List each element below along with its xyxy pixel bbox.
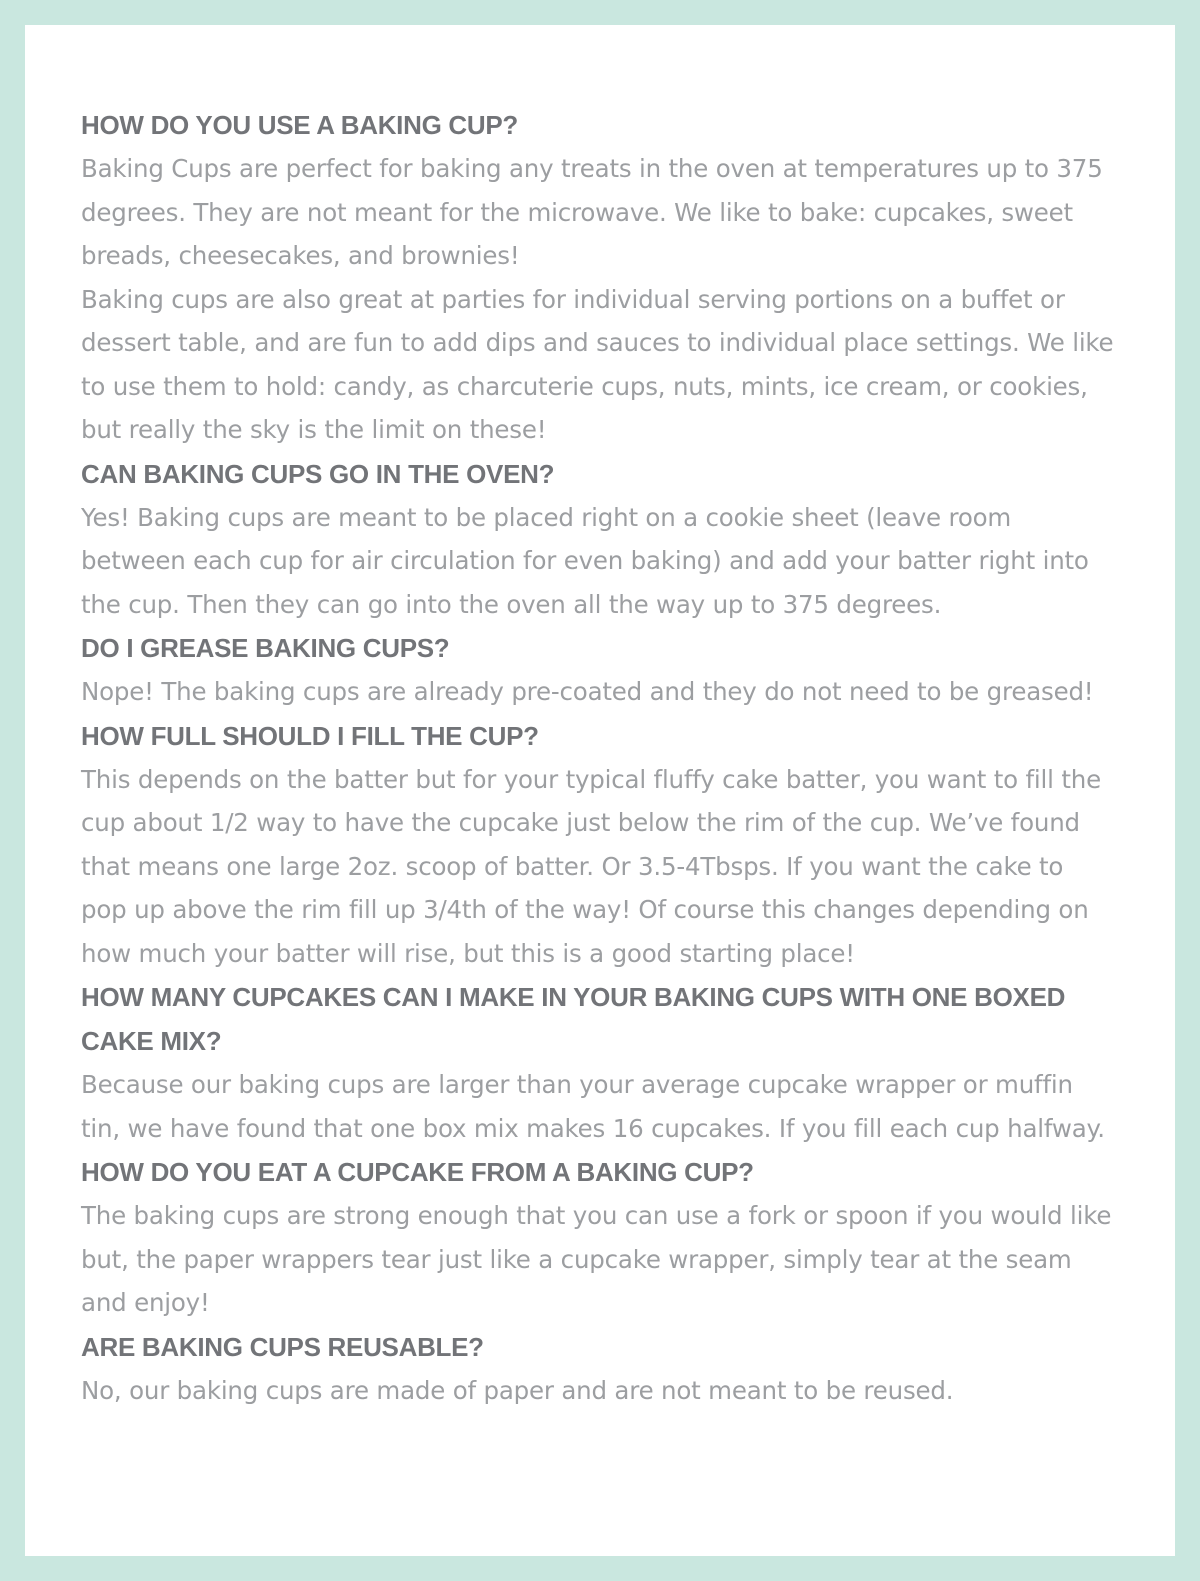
faq-answer-use-1: Baking Cups are perfect for baking any treats in the oven at temperatures up to 375 degrees. They are not meant for the microwave. We like to bake: cupcakes, sweet breads, cheesecakes, and brownies! (81, 154, 1103, 270)
faq-answer-oven: Yes! Baking cups are meant to be placed right on a cookie sheet (leave room between each cup for air circulation for even baking) and add your batter right into the cup. Then they can go into the oven all the way up to 375 degrees. (81, 502, 1089, 619)
faq-question-how-many: HOW MANY CUPCAKES CAN I MAKE IN YOUR BAKING CUPS WITH ONE BOXED CAKE MIX? (81, 982, 1066, 1056)
faq-answer-fill: This depends on the batter but for your typical fluffy cake batter, you want to fill the cup about 1/2 way to have the cupcake just below the rim of the cup. We’ve found that means one large 2oz. scoop of batter. Or 3.5-4Tbsps. If you want the cake to pop up above the rim fill up 3/4th of the way! Of course this changes depending on how much your batter will rise, but this is a good starting place! (81, 764, 1101, 968)
faq-question-oven: CAN BAKING CUPS GO IN THE OVEN? (81, 458, 555, 489)
faq-question-fill: HOW FULL SHOULD I FILL THE CUP? (81, 720, 539, 751)
faq-answer-grease: Nope! The baking cups are already pre-coated and they do not need to be greased! (81, 677, 1094, 706)
faq-answer-reusable: No, our baking cups are made of paper and are not meant to be reused. (81, 1375, 954, 1405)
faq-question-use: HOW DO YOU USE A BAKING CUP? (81, 110, 518, 140)
faq-answer-how-many: Because our baking cups are larger than your average cupcake wrapper or muffin tin, we have found that one box mix makes 16 cupcakes. If you fill each cup halfway. (81, 1070, 1105, 1143)
faq-question-reusable: ARE BAKING CUPS REUSABLE? (81, 1331, 484, 1362)
faq-answer-use-2: Baking cups are also great at parties for individual serving portions on a buffet or dessert table, and are fun to add dips and sauces to individual place settings. We like to use them to hold: candy, as charcuterie cups, nuts, mints, ice cream, or cookies, but really the sky is the limit on these! (81, 284, 1114, 444)
faq-question-eat: HOW DO YOU EAT A CUPCAKE FROM A BAKING CUP? (81, 1157, 754, 1187)
faq-page (25, 25, 1175, 1556)
faq-question-grease: DO I GREASE BAKING CUPS? (81, 633, 450, 663)
faq-answer-eat: The baking cups are strong enough that you can use a fork or spoon if you would like but, the paper wrappers tear just like a cupcake wrapper, simply tear at the seam and enjoy! (81, 1201, 1112, 1317)
